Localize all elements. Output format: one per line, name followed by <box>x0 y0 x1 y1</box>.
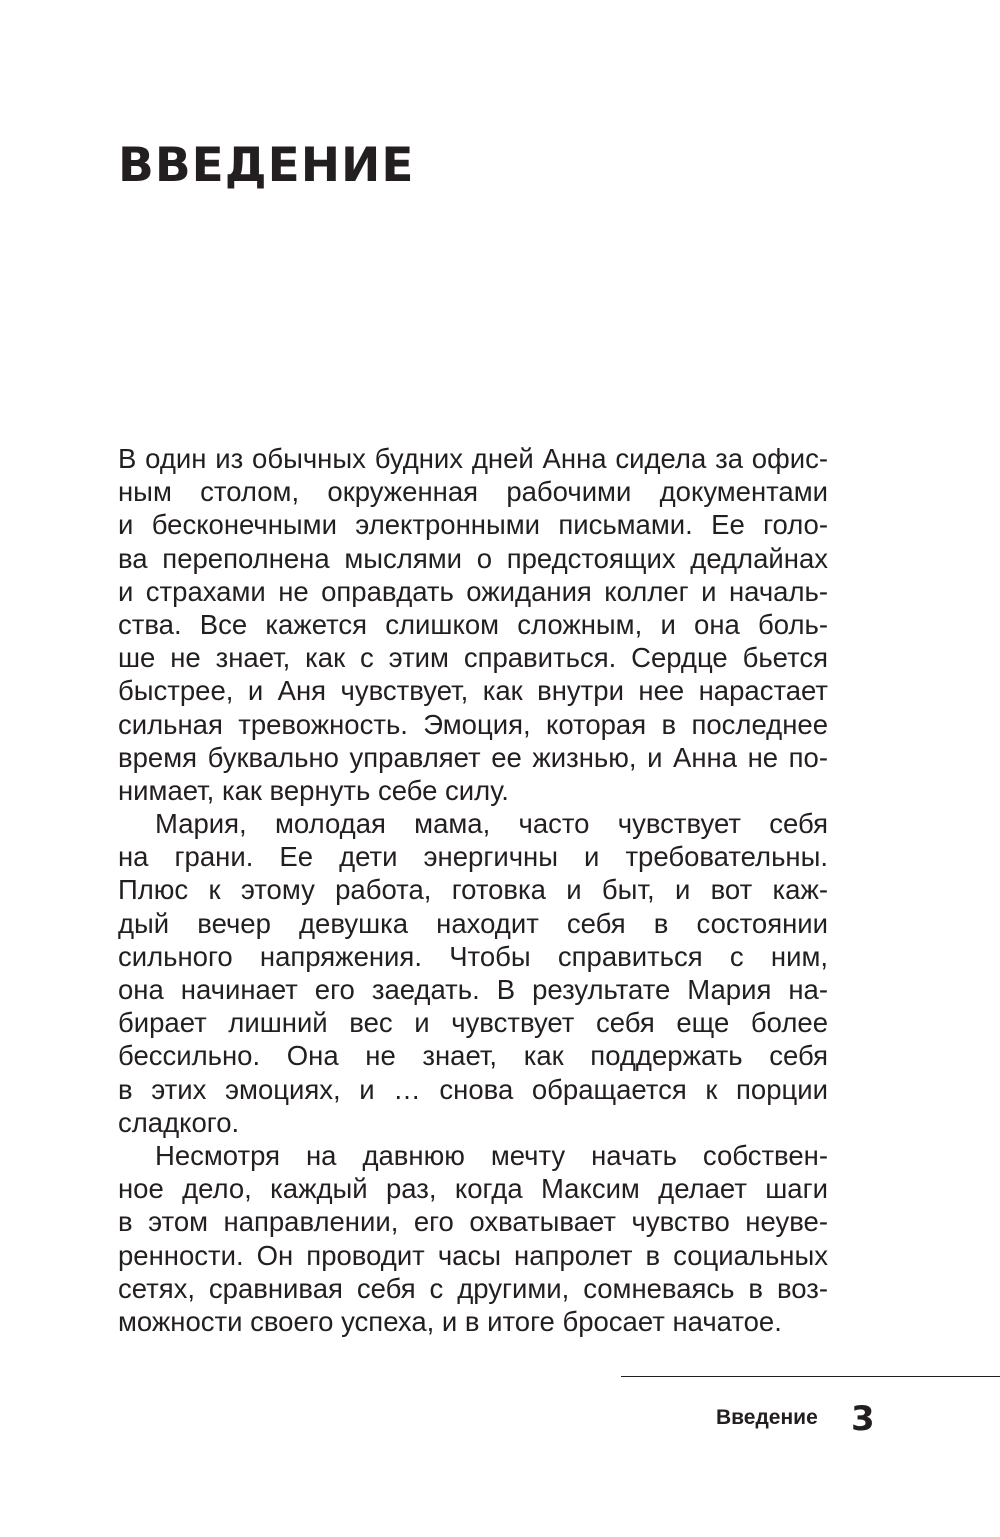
text-line: время буквально управляет ее жизнью, и Анна не по- <box>118 741 828 773</box>
text-line: сильного напряжения. Чтобы справиться с ним, <box>118 940 828 972</box>
text-line: В один из обычных будних дней Анна сидела за офис- <box>118 443 828 474</box>
text-line: на грани. Ее дети энергичны и требовательны. <box>118 841 828 873</box>
footer-section-title: Введение <box>716 1406 818 1429</box>
text-line: быстрее, и Аня чувствует, как внутри нее нарастает <box>118 675 828 707</box>
text-line: ва переполнена мыслями о предстоящих дедлайнах <box>118 542 828 574</box>
text-line: дый вечер девушка находит себя в состоянии <box>118 907 828 939</box>
text-line: и страхами не оправдать ожидания коллег и началь- <box>118 575 828 607</box>
text-line: и бесконечными электронными письмами. Ее голо- <box>118 509 828 541</box>
text-line: бессильно. Она не знает, как поддержать себя <box>118 1040 828 1072</box>
text-line: нимает, как вернуть себе силу. <box>118 774 509 806</box>
text-line: Плюс к этому работа, готовка и быт, и вот каж- <box>118 874 828 906</box>
text-line: Мария, молодая мама, часто чувствует себя <box>155 808 828 840</box>
text-line: ное дело, каждый раз, когда Максим делает шаги <box>118 1173 828 1205</box>
text-line: ства. Все кажется слишком сложным, и она боль- <box>118 608 828 640</box>
text-line: сладкого. <box>118 1106 240 1138</box>
text-line: ным столом, окруженная рабочими документами <box>118 476 828 508</box>
text-line: ренности. Он проводит часы напролет в социальных <box>118 1239 828 1271</box>
footer-divider <box>621 1376 1000 1377</box>
page-title: ВВЕДЕНИЕ <box>118 138 415 193</box>
text-line: можности своего успеха, и в итоге бросает начатое. <box>118 1305 782 1337</box>
text-line: в этом направлении, его охватывает чувство неуве- <box>118 1206 828 1238</box>
text-line: сетях, сравнивая себя с другими, сомневаясь в воз- <box>118 1272 828 1304</box>
body-text <box>118 442 828 1338</box>
text-line: ше не знает, как с этим справиться. Сердце бьется <box>118 642 828 674</box>
text-line: сильная тревожность. Эмоция, которая в последнее <box>118 708 828 740</box>
text-line: Несмотря на давнюю мечту начать собствен- <box>155 1139 828 1171</box>
page-number: 3 <box>851 1399 875 1439</box>
text-line: она начинает его заедать. В результате Мария на- <box>118 974 828 1005</box>
text-line: в этих эмоциях, и … снова обращается к порции <box>118 1073 828 1105</box>
text-line: бирает лишний вес и чувствует себя еще более <box>118 1007 828 1039</box>
